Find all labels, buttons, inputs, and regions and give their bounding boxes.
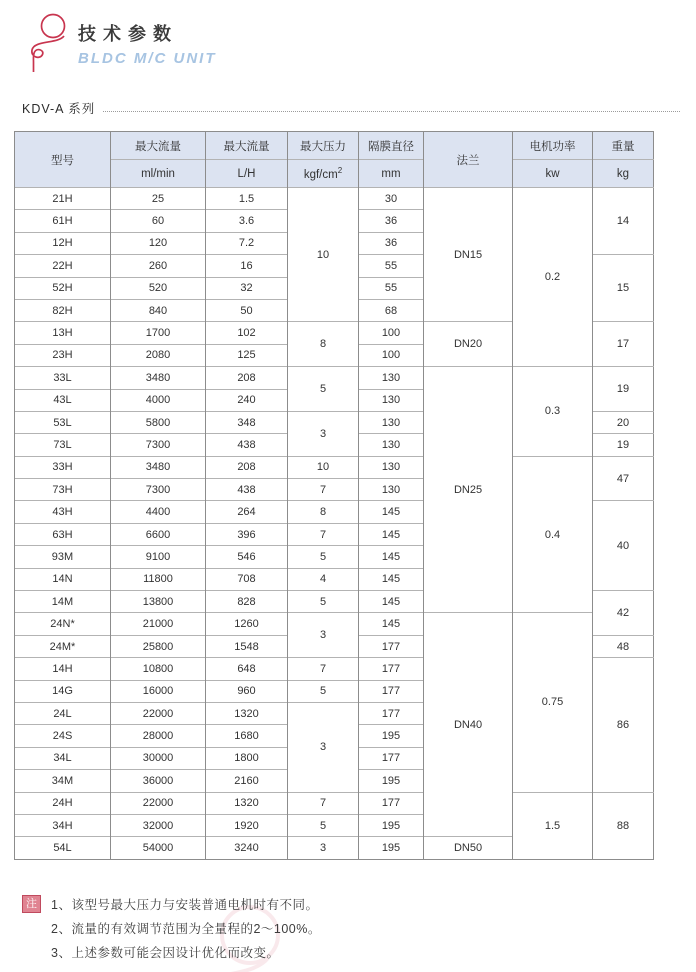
col-unit-weight: kg xyxy=(593,160,654,188)
cell-maxpressure: 5 xyxy=(288,680,359,702)
cell-maxflow-lh: 208 xyxy=(206,367,288,389)
brand-header xyxy=(26,12,217,74)
cell-maxflow-ml: 28000 xyxy=(111,725,206,747)
cell-diaphragm: 177 xyxy=(359,702,424,724)
cell-model: 34L xyxy=(15,747,111,769)
table-row xyxy=(15,613,654,635)
note-line: 2、流量的有效调节范围为全量程的2～100%。 xyxy=(51,922,321,936)
cell-model: 63H xyxy=(15,523,111,545)
cell-diaphragm: 30 xyxy=(359,188,424,210)
cell-maxflow-ml: 54000 xyxy=(111,837,206,859)
cell-model: 24S xyxy=(15,725,111,747)
cell-maxflow-ml: 4400 xyxy=(111,501,206,523)
cell-maxflow-lh: 1680 xyxy=(206,725,288,747)
cell-diaphragm: 145 xyxy=(359,591,424,613)
cell-maxflow-lh: 3.6 xyxy=(206,210,288,232)
cell-diaphragm: 195 xyxy=(359,814,424,836)
table-row xyxy=(15,792,654,814)
cell-model: 34H xyxy=(15,814,111,836)
series-label: KDV-A 系列 xyxy=(22,102,96,116)
cell-diaphragm: 195 xyxy=(359,725,424,747)
cell-diaphragm: 130 xyxy=(359,456,424,478)
cell-model: 21H xyxy=(15,188,111,210)
cell-weight: 15 xyxy=(593,255,654,322)
brand-text xyxy=(78,12,217,67)
cell-diaphragm: 177 xyxy=(359,680,424,702)
cell-maxflow-lh: 1320 xyxy=(206,702,288,724)
brand-logo-icon xyxy=(26,12,72,74)
col-header-diaphragm: 隔膜直径 xyxy=(359,132,424,160)
cell-maxflow-ml: 32000 xyxy=(111,814,206,836)
col-header-maxflow-lh: 最大流量 xyxy=(206,132,288,160)
cell-maxflow-lh: 1.5 xyxy=(206,188,288,210)
cell-model: 24M* xyxy=(15,635,111,657)
notes-badge: 注 xyxy=(22,895,41,913)
cell-maxflow-lh: 240 xyxy=(206,389,288,411)
cell-maxpressure: 8 xyxy=(288,322,359,367)
cell-maxflow-lh: 2160 xyxy=(206,770,288,792)
cell-maxflow-ml: 4000 xyxy=(111,389,206,411)
cell-diaphragm: 145 xyxy=(359,613,424,635)
cell-diaphragm: 55 xyxy=(359,277,424,299)
cell-model: 23H xyxy=(15,344,111,366)
cell-maxflow-lh: 828 xyxy=(206,591,288,613)
cell-maxflow-lh: 1800 xyxy=(206,747,288,769)
cell-weight: 17 xyxy=(593,322,654,367)
col-unit-maxflow-ml: ml/min xyxy=(111,160,206,188)
cell-model: 73L xyxy=(15,434,111,456)
cell-model: 93M xyxy=(15,546,111,568)
cell-maxpressure: 3 xyxy=(288,411,359,456)
cell-weight: 14 xyxy=(593,188,654,255)
cell-diaphragm: 177 xyxy=(359,747,424,769)
cell-maxpressure: 8 xyxy=(288,501,359,523)
series-row xyxy=(22,99,680,117)
table-row xyxy=(15,456,654,478)
cell-model: 12H xyxy=(15,232,111,254)
cell-maxflow-lh: 264 xyxy=(206,501,288,523)
cell-diaphragm: 36 xyxy=(359,210,424,232)
cell-weight: 20 xyxy=(593,411,654,433)
table-row xyxy=(15,188,654,210)
page-title: 技术参数 xyxy=(78,24,178,44)
cell-maxpressure: 7 xyxy=(288,792,359,814)
page-subtitle: BLDC M/C UNIT xyxy=(78,50,217,67)
cell-maxflow-ml: 10800 xyxy=(111,658,206,680)
cell-model: 54L xyxy=(15,837,111,859)
cell-diaphragm: 130 xyxy=(359,411,424,433)
cell-diaphragm: 68 xyxy=(359,299,424,321)
cell-maxflow-ml: 25 xyxy=(111,188,206,210)
cell-maxflow-ml: 9100 xyxy=(111,546,206,568)
cell-model: 14G xyxy=(15,680,111,702)
cell-maxflow-lh: 960 xyxy=(206,680,288,702)
cell-maxflow-ml: 16000 xyxy=(111,680,206,702)
cell-power: 0.4 xyxy=(513,456,593,613)
cell-maxflow-ml: 2080 xyxy=(111,344,206,366)
cell-maxpressure: 5 xyxy=(288,546,359,568)
cell-maxflow-ml: 1700 xyxy=(111,322,206,344)
cell-model: 13H xyxy=(15,322,111,344)
cell-flange: DN40 xyxy=(424,613,513,837)
col-header-model: 型号 xyxy=(15,132,111,188)
cell-diaphragm: 145 xyxy=(359,568,424,590)
cell-maxflow-ml: 520 xyxy=(111,277,206,299)
cell-model: 14M xyxy=(15,591,111,613)
cell-model: 24L xyxy=(15,702,111,724)
cell-diaphragm: 130 xyxy=(359,434,424,456)
cell-maxflow-lh: 125 xyxy=(206,344,288,366)
notes-list xyxy=(51,893,321,965)
cell-weight: 42 xyxy=(593,591,654,636)
cell-maxflow-lh: 648 xyxy=(206,658,288,680)
col-header-maxpressure: 最大压力 xyxy=(288,132,359,160)
cell-maxflow-lh: 348 xyxy=(206,411,288,433)
cell-maxpressure: 5 xyxy=(288,814,359,836)
cell-diaphragm: 145 xyxy=(359,523,424,545)
cell-maxflow-lh: 1320 xyxy=(206,792,288,814)
cell-diaphragm: 130 xyxy=(359,479,424,501)
cell-diaphragm: 100 xyxy=(359,322,424,344)
cell-diaphragm: 130 xyxy=(359,367,424,389)
cell-maxpressure: 7 xyxy=(288,658,359,680)
cell-model: 33H xyxy=(15,456,111,478)
col-header-weight: 重量 xyxy=(593,132,654,160)
cell-maxflow-lh: 102 xyxy=(206,322,288,344)
cell-diaphragm: 100 xyxy=(359,344,424,366)
cell-maxflow-lh: 438 xyxy=(206,434,288,456)
cell-maxflow-ml: 36000 xyxy=(111,770,206,792)
cell-power: 1.5 xyxy=(513,792,593,859)
dotted-leader xyxy=(103,111,680,112)
cell-diaphragm: 177 xyxy=(359,635,424,657)
cell-weight: 19 xyxy=(593,367,654,412)
cell-maxflow-ml: 120 xyxy=(111,232,206,254)
cell-maxpressure: 7 xyxy=(288,479,359,501)
cell-maxpressure: 5 xyxy=(288,591,359,613)
table-row xyxy=(15,367,654,389)
cell-maxpressure: 5 xyxy=(288,367,359,412)
cell-diaphragm: 55 xyxy=(359,255,424,277)
cell-maxflow-lh: 546 xyxy=(206,546,288,568)
cell-maxflow-ml: 11800 xyxy=(111,568,206,590)
cell-maxpressure: 10 xyxy=(288,188,359,322)
cell-diaphragm: 36 xyxy=(359,232,424,254)
cell-maxpressure: 3 xyxy=(288,702,359,792)
cell-maxpressure: 10 xyxy=(288,456,359,478)
cell-maxflow-ml: 6600 xyxy=(111,523,206,545)
cell-diaphragm: 177 xyxy=(359,658,424,680)
cell-maxflow-ml: 3480 xyxy=(111,456,206,478)
col-header-maxflow-ml: 最大流量 xyxy=(111,132,206,160)
note-line: 1、该型号最大压力与安装普通电机时有不同。 xyxy=(51,898,319,912)
cell-weight: 86 xyxy=(593,658,654,792)
cell-model: 24N* xyxy=(15,613,111,635)
col-header-power: 电机功率 xyxy=(513,132,593,160)
cell-maxflow-ml: 7300 xyxy=(111,434,206,456)
cell-maxflow-lh: 3240 xyxy=(206,837,288,859)
cell-diaphragm: 145 xyxy=(359,501,424,523)
cell-model: 43H xyxy=(15,501,111,523)
cell-maxflow-lh: 16 xyxy=(206,255,288,277)
cell-model: 33L xyxy=(15,367,111,389)
cell-maxflow-lh: 396 xyxy=(206,523,288,545)
cell-maxpressure: 3 xyxy=(288,613,359,658)
cell-flange: DN25 xyxy=(424,367,513,613)
col-unit-maxflow-lh: L/H xyxy=(206,160,288,188)
cell-maxflow-lh: 1548 xyxy=(206,635,288,657)
cell-weight: 19 xyxy=(593,434,654,456)
cell-model: 22H xyxy=(15,255,111,277)
cell-diaphragm: 130 xyxy=(359,389,424,411)
cell-maxflow-ml: 13800 xyxy=(111,591,206,613)
cell-diaphragm: 195 xyxy=(359,770,424,792)
cell-maxflow-ml: 25800 xyxy=(111,635,206,657)
spec-table-body xyxy=(15,188,654,860)
cell-model: 14N xyxy=(15,568,111,590)
cell-model: 14H xyxy=(15,658,111,680)
cell-maxflow-ml: 30000 xyxy=(111,747,206,769)
note-line: 3、上述参数可能会因设计优化而改变。 xyxy=(51,946,280,960)
cell-maxflow-lh: 708 xyxy=(206,568,288,590)
cell-maxflow-ml: 5800 xyxy=(111,411,206,433)
cell-maxflow-lh: 32 xyxy=(206,277,288,299)
cell-model: 61H xyxy=(15,210,111,232)
cell-model: 52H xyxy=(15,277,111,299)
notes-section xyxy=(22,893,680,965)
cell-weight: 47 xyxy=(593,456,654,501)
cell-maxflow-ml: 22000 xyxy=(111,792,206,814)
spec-table xyxy=(14,131,654,860)
cell-diaphragm: 195 xyxy=(359,837,424,859)
cell-maxflow-lh: 438 xyxy=(206,479,288,501)
cell-weight: 88 xyxy=(593,792,654,859)
cell-flange: DN20 xyxy=(424,322,513,367)
cell-maxpressure: 3 xyxy=(288,837,359,859)
cell-maxpressure: 7 xyxy=(288,523,359,545)
cell-maxflow-lh: 1920 xyxy=(206,814,288,836)
cell-maxflow-lh: 208 xyxy=(206,456,288,478)
cell-power: 0.2 xyxy=(513,188,593,367)
col-unit-power: kw xyxy=(513,160,593,188)
cell-maxflow-ml: 22000 xyxy=(111,702,206,724)
cell-diaphragm: 145 xyxy=(359,546,424,568)
cell-maxflow-lh: 7.2 xyxy=(206,232,288,254)
cell-maxflow-ml: 60 xyxy=(111,210,206,232)
cell-weight: 48 xyxy=(593,635,654,657)
cell-maxpressure: 4 xyxy=(288,568,359,590)
cell-maxflow-ml: 260 xyxy=(111,255,206,277)
cell-power: 0.75 xyxy=(513,613,593,792)
cell-diaphragm: 177 xyxy=(359,792,424,814)
cell-model: 82H xyxy=(15,299,111,321)
cell-maxflow-ml: 21000 xyxy=(111,613,206,635)
spec-table-header xyxy=(15,132,654,188)
col-unit-maxpressure: kgf/$cm^2$ xyxy=(288,160,359,188)
cell-maxflow-ml: 7300 xyxy=(111,479,206,501)
cell-model: 43L xyxy=(15,389,111,411)
cell-maxflow-ml: 840 xyxy=(111,299,206,321)
cell-model: 34M xyxy=(15,770,111,792)
cell-maxflow-lh: 50 xyxy=(206,299,288,321)
cell-model: 53L xyxy=(15,411,111,433)
cell-maxflow-ml: 3480 xyxy=(111,367,206,389)
col-header-flange: 法兰 xyxy=(424,132,513,188)
cell-model: 24H xyxy=(15,792,111,814)
cell-weight: 40 xyxy=(593,501,654,591)
cell-model: 73H xyxy=(15,479,111,501)
cell-maxflow-lh: 1260 xyxy=(206,613,288,635)
cell-power: 0.3 xyxy=(513,367,593,457)
col-unit-diaphragm: mm xyxy=(359,160,424,188)
cell-flange: DN50 xyxy=(424,837,513,859)
cell-flange: DN15 xyxy=(424,188,513,322)
